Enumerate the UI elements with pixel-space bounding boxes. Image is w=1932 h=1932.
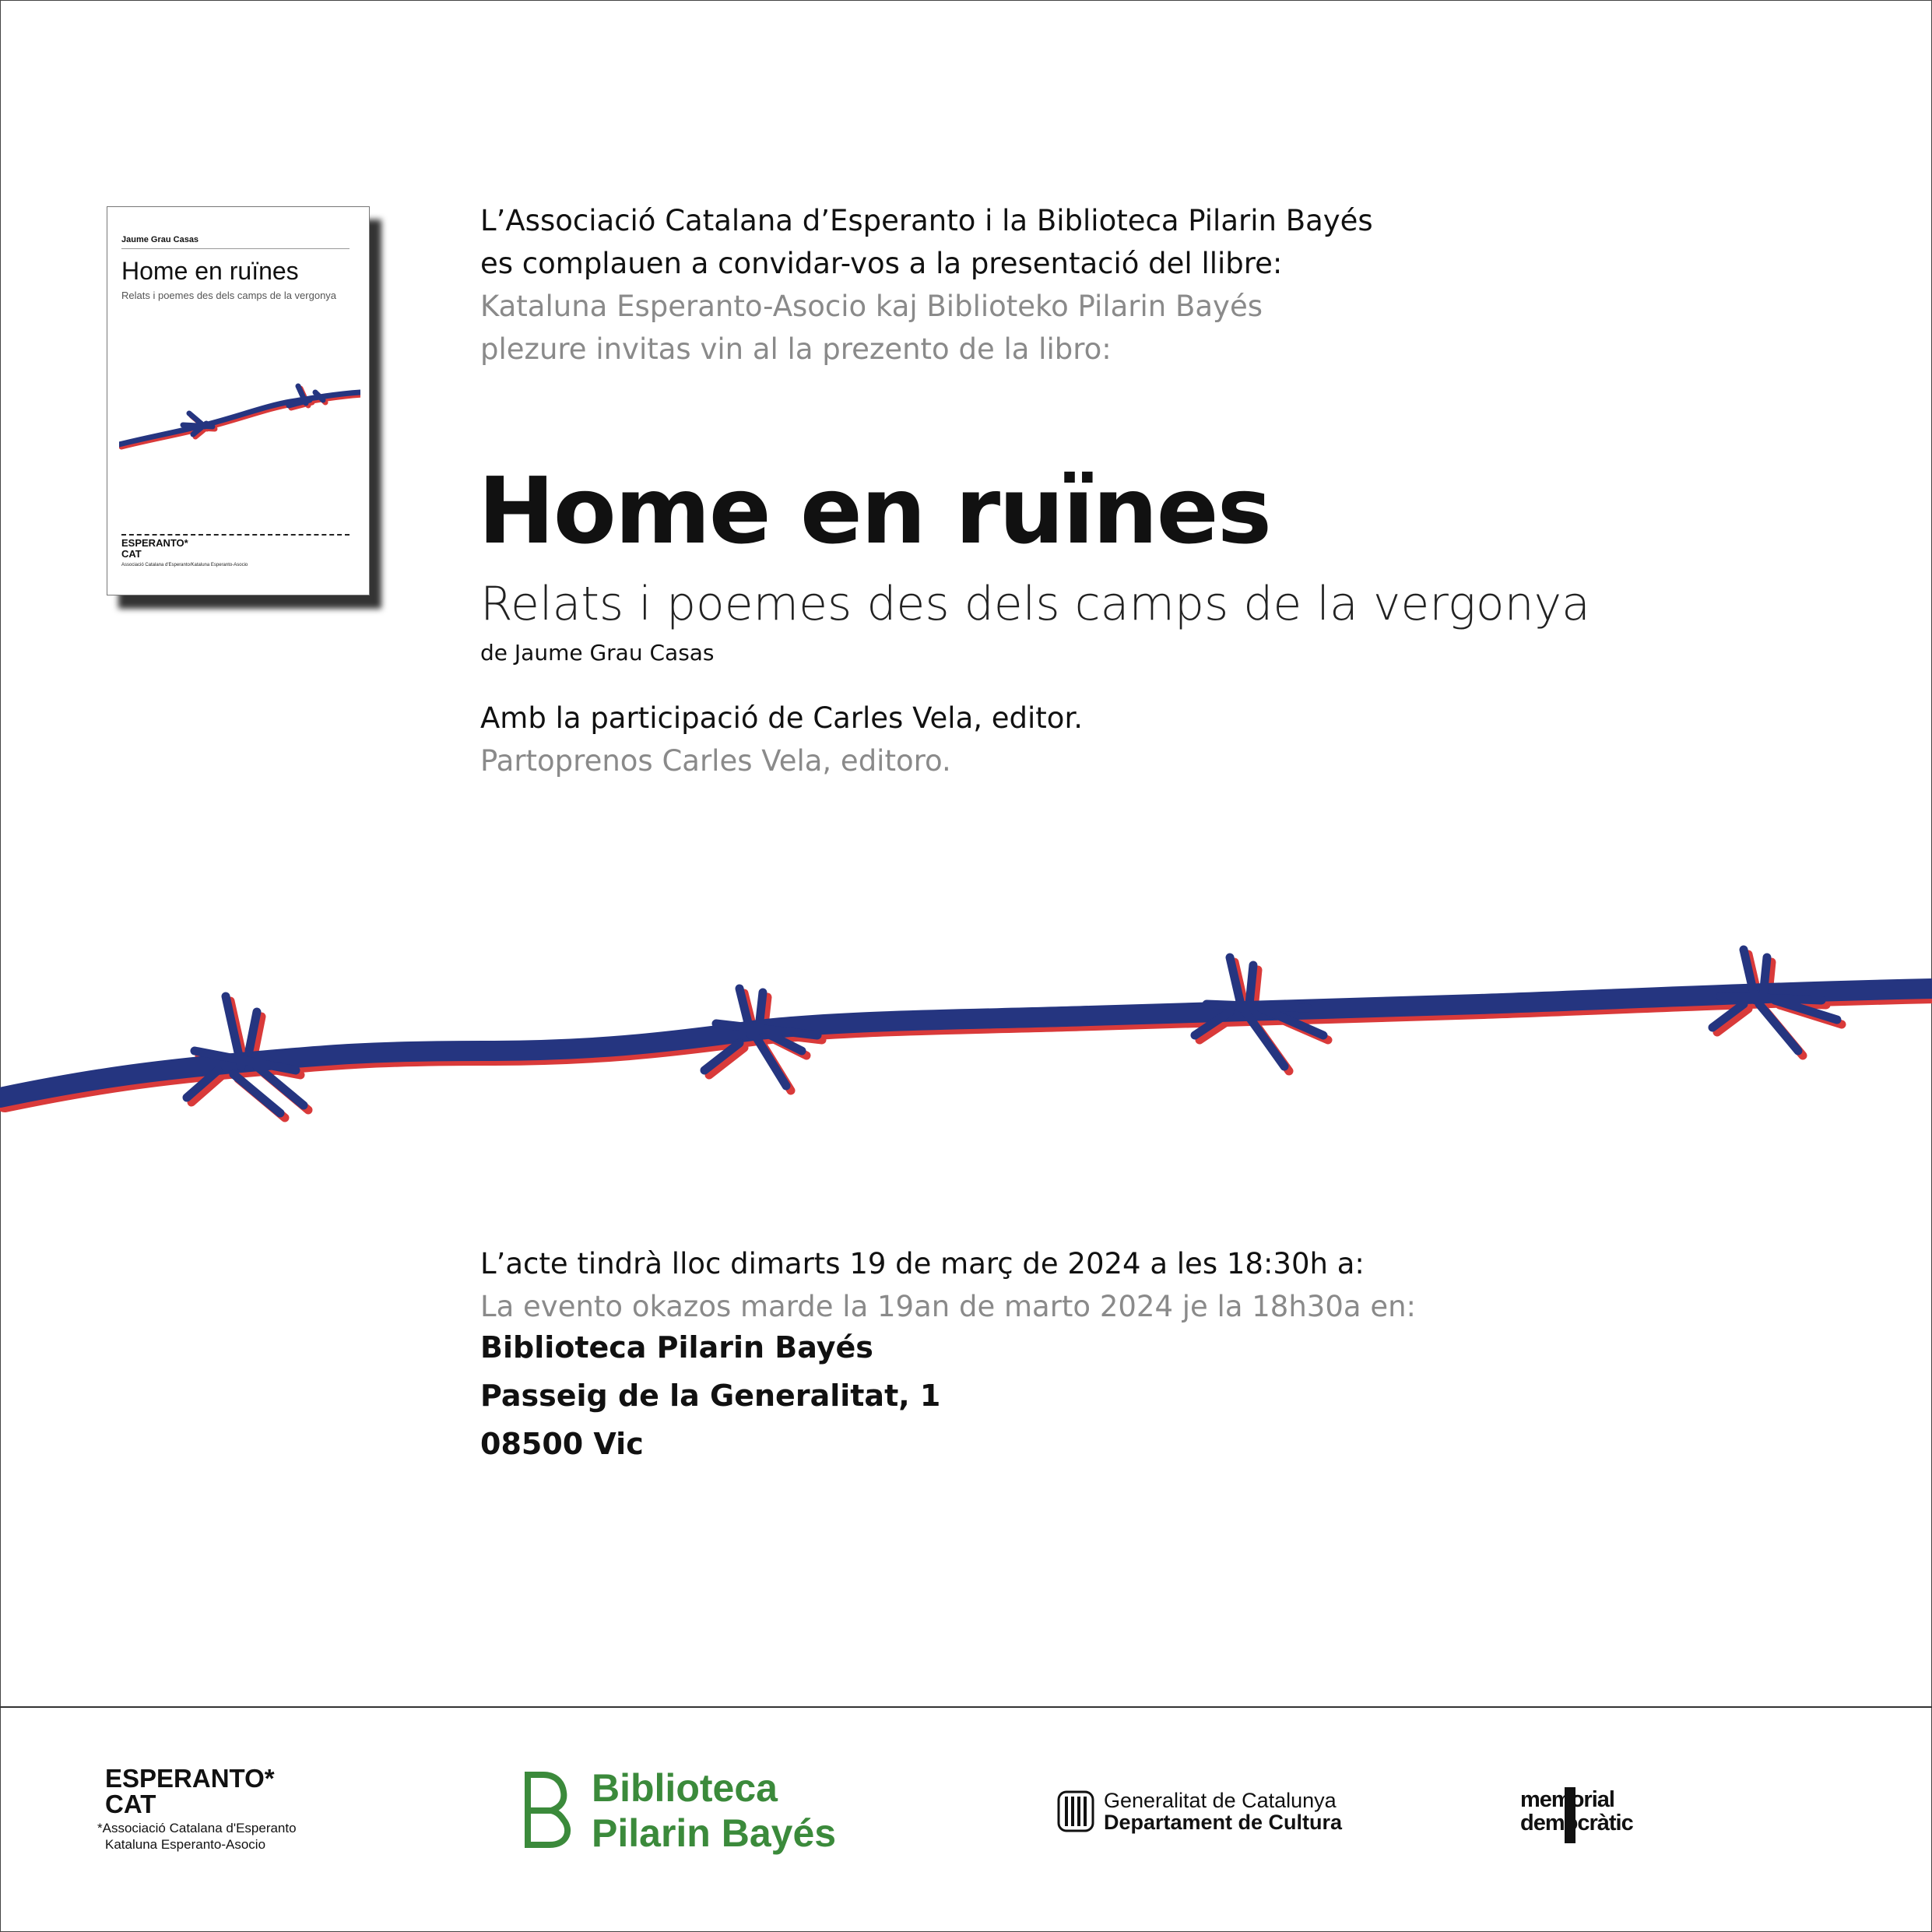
esperanto-logo-line4: Kataluna Esperanto-Asocio: [105, 1837, 266, 1852]
book-cover: [107, 206, 370, 595]
biblioteca-logo-line1: Biblioteca: [592, 1766, 778, 1810]
participation-text: [480, 697, 1083, 782]
memorial-logo-line2: democràtic: [1520, 1811, 1633, 1835]
memorial-democratic-logo: [1520, 1787, 1684, 1843]
book-cover-rule: [121, 248, 350, 249]
generalitat-seal-icon: [1052, 1787, 1099, 1834]
venue-street: Passeig de la Generalitat, 1: [480, 1379, 941, 1413]
book-cover-brand-line2: CAT: [121, 548, 142, 560]
book-cover-author: Jaume Grau Casas: [121, 235, 199, 244]
book-cover-subtitle: Relats i poemes des dels camps de la vergonya: [121, 290, 337, 301]
intro-line-3: Kataluna Esperanto-Asocio kaj Biblioteko Pilarin Bayés: [480, 290, 1263, 323]
book-cover-brand: [121, 538, 188, 560]
esperanto-cat-logo: [97, 1765, 297, 1853]
book-cover-brand-line1: ESPERANTO*: [121, 537, 188, 549]
book-cover-wire-illustration: [119, 371, 360, 456]
book-cover-dashed-rule: [121, 534, 350, 536]
esperanto-logo-line2: CAT: [105, 1790, 156, 1818]
esperanto-logo-line3: *Associació Catalana d'Esperanto: [97, 1821, 297, 1835]
book-subtitle: Relats i poemes des dels camps de la vergonya: [480, 577, 1590, 631]
event-text: [480, 1242, 1416, 1328]
intro-line-4: plezure invitas vin al la prezento de la libro:: [480, 332, 1112, 366]
intro-text: [480, 199, 1373, 371]
event-line-2: La evento okazos marde la 19an de marto 2024 je la 18h30a en:: [480, 1290, 1416, 1323]
participation-line-1: Amb la participació de Carles Vela, editor.: [480, 701, 1084, 735]
venue-city: 08500 Vic: [480, 1427, 644, 1461]
participation-line-2: Partoprenos Carles Vela, editoro.: [480, 744, 951, 778]
memorial-logo-line1: memorial: [1520, 1787, 1614, 1812]
footer-divider: [0, 1706, 1932, 1708]
book-cover-brand-sub: Associació Catalana d'Esperanto/Kataluna Esperanto-Asocio: [121, 563, 248, 567]
venue-name: Biblioteca Pilarin Bayés: [480, 1330, 873, 1365]
biblioteca-logo-text: [592, 1765, 836, 1856]
barbed-wire-illustration: [0, 934, 1932, 1136]
biblioteca-b-icon: [523, 1772, 574, 1848]
book-byline: de Jaume Grau Casas: [480, 640, 715, 666]
venue-address: [480, 1323, 940, 1468]
book-title: Home en ruïnes: [478, 457, 1270, 564]
generalitat-logo-line1: Generalitat de Catalunya: [1104, 1789, 1337, 1812]
intro-line-2: es complauen a convidar-vos a la presentació del llibre:: [480, 247, 1283, 280]
biblioteca-logo-line2: Pilarin Bayés: [592, 1811, 837, 1855]
generalitat-logo-line2: Departament de Cultura: [1104, 1811, 1343, 1834]
book-cover-title: Home en ruïnes: [121, 257, 299, 285]
esperanto-logo-line1: ESPERANTO*: [105, 1764, 275, 1793]
intro-line-1: L’Associació Catalana d’Esperanto i la Biblioteca Pilarin Bayés: [480, 204, 1373, 237]
event-line-1: L’acte tindrà lloc dimarts 19 de març de 2024 a les 18:30h a:: [480, 1247, 1365, 1280]
